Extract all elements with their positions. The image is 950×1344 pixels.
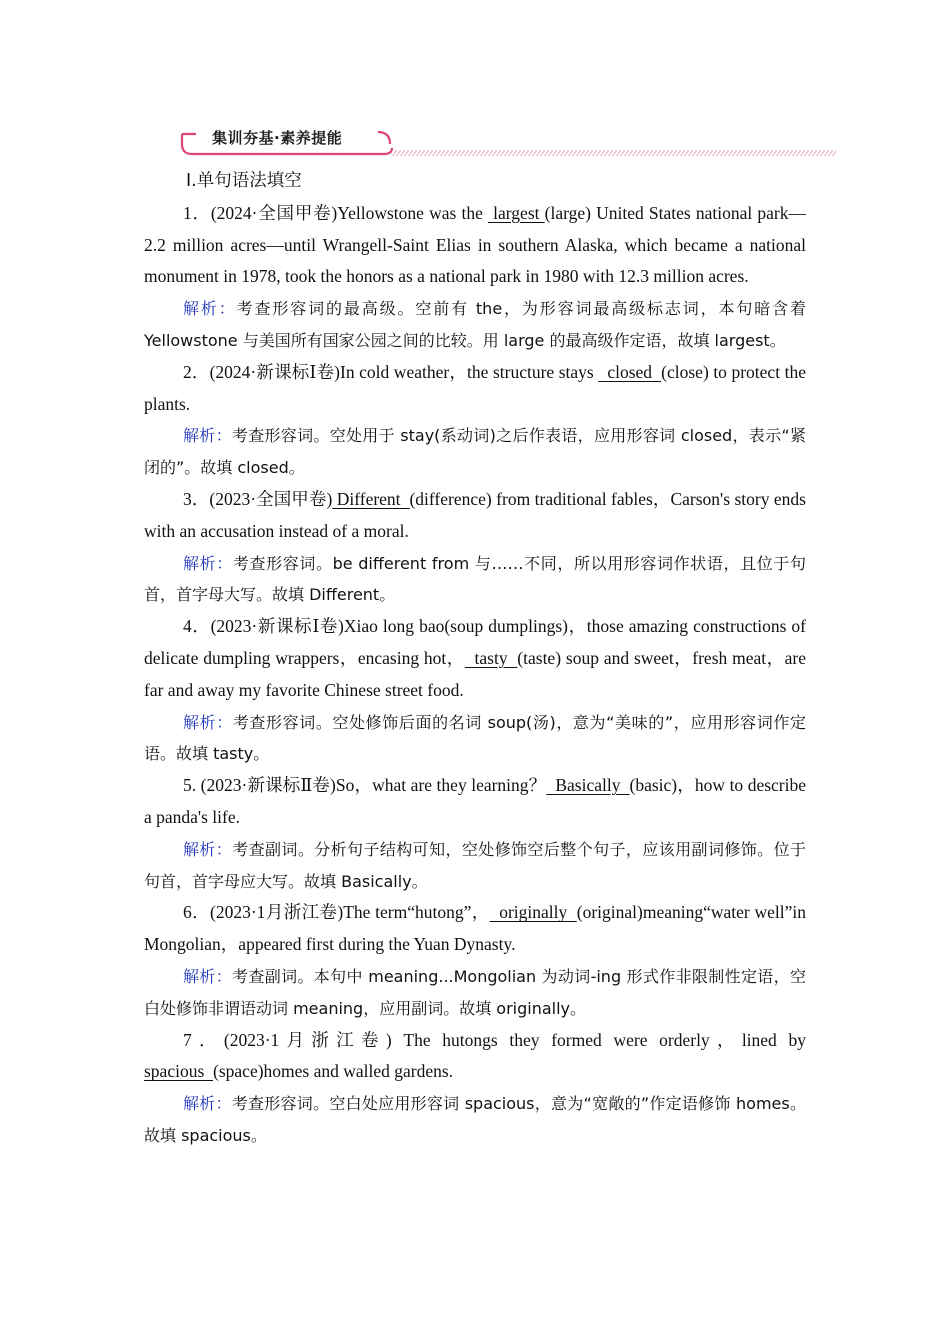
explanation-text: 考查副词。分析句子结构可知，空处修饰空后整个句子，应该用副词修饰。位于句首，首字母应大写。故填 Basically。 — [144, 839, 806, 891]
explanation-text: 考查形容词。be different from 与……不同，所以用形容词作状语，且位于句首，首字母大写。故填 Different。 — [144, 553, 806, 605]
explanation-5 — [144, 834, 806, 898]
question-7 — [144, 1025, 806, 1089]
answer-blank: largest — [488, 202, 545, 223]
question-number: 5. — [183, 775, 201, 796]
explanation-label: 解析： — [183, 966, 233, 986]
answer-blank: originally — [489, 902, 577, 923]
exercise-content — [144, 166, 806, 1152]
explanation-6 — [144, 961, 806, 1025]
answer-blank: spacious — [144, 1061, 214, 1082]
question-number: 7． — [183, 1029, 224, 1050]
answer-blank: Different — [332, 488, 410, 509]
explanation-label: 解析： — [183, 426, 232, 446]
explanation-label: 解析： — [183, 1094, 232, 1114]
answer-blank: Basically — [546, 775, 630, 796]
question-number: 3． — [183, 488, 210, 509]
answer-blank: tasty — [464, 647, 518, 668]
question-number: 1． — [183, 202, 211, 223]
question-stem: (2024·新课标Ⅰ卷)In cold weather，the structure stays — [209, 361, 599, 382]
explanation-text: 考查副词。本句中 meaning...Mongolian 为动词-ing 形式作非限制性定语，空白处修饰非谓语动词 meaning，应用副词。故填 originally。 — [144, 966, 806, 1018]
explanation-1 — [144, 293, 806, 357]
question-stem: (2023·1月浙江卷) The hutongs they formed were orderly，lined by — [223, 1029, 806, 1050]
explanation-7 — [144, 1088, 806, 1152]
explanation-label: 解析： — [183, 712, 233, 732]
explanation-2 — [144, 420, 806, 484]
question-stem-end: (basic)，how to describe a panda's life. — [144, 775, 806, 827]
question-stem-end: (space)homes and walled gardens. — [213, 1061, 454, 1082]
question-number: 6． — [183, 902, 211, 923]
question-2 — [144, 357, 806, 421]
question-stem: (2024·全国甲卷)Yellowstone was the — [210, 202, 488, 223]
explanation-label: 解析： — [183, 299, 237, 319]
answer-blank: closed — [598, 361, 662, 382]
banner-title: 集训夯基·素养提能 — [212, 129, 343, 147]
explanation-text: 考查形容词。空处用于 stay(系动词)之后作表语，应用形容词 closed，表示“紧闭的”。故填 closed。 — [144, 426, 806, 478]
explanation-text: 考查形容词。空处修饰后面的名词 soup(汤)，意为“美味的”，应用形容词作定语。故填 tasty。 — [144, 712, 806, 764]
question-stem: (2023·1月浙江卷)The term“hutong”， — [210, 902, 490, 923]
question-3 — [144, 484, 806, 548]
question-1 — [144, 198, 806, 293]
explanation-text: 考查形容词。空白处应用形容词 spacious，意为“宽敞的”作定语修饰 homes。故填 spacious。 — [144, 1094, 806, 1145]
question-stem-end: (original)meaning“water well”in Mongolian，appeared first during the Yuan Dynasty. — [144, 902, 807, 955]
question-stem-end: (taste) soup and sweet，fresh meat，are far and away my favorite Chinese street food. — [144, 647, 806, 700]
question-stem-end: (close) to protect the plants. — [144, 361, 806, 414]
section-title: Ⅰ.单句语法填空 — [186, 171, 302, 191]
question-number: 2． — [183, 361, 210, 382]
question-stem-end: (difference) from traditional fables，Carson's story ends with an accusation instead of a moral. — [144, 488, 806, 541]
question-4 — [144, 611, 806, 706]
question-6 — [144, 897, 806, 961]
explanation-3 — [144, 548, 806, 612]
question-stem: (2023·全国甲卷) — [209, 488, 333, 509]
question-stem-end: (large) United States national park—2.2 million acres—until Wrangell-Saint Elias in southern Alaska, which became a national monument in 1978, took the honors as a national park in 1980 with 12.3 million acres. — [144, 202, 806, 287]
question-stem: (2023·新课标Ⅱ卷)So，what are they learning？ — [200, 775, 547, 796]
explanation-label: 解析： — [183, 553, 233, 573]
question-stem: (2023·新课标Ⅰ卷)Xiao long bao(soup dumplings)，those amazing constructions of delicate dumpling wrappers，encasing hot， — [144, 616, 806, 668]
question-number: 4． — [183, 616, 211, 637]
explanation-text: 考查形容词的最高级。空前有 the，为形容词最高级标志词，本句暗含着 Yellowstone 与美国所有国家公园之间的比较。用 large 的最高级作定语，故填 largest。 — [144, 299, 806, 350]
explanation-label: 解析： — [183, 839, 233, 859]
explanation-4 — [144, 707, 806, 771]
section-banner — [178, 124, 838, 162]
question-5 — [144, 770, 806, 834]
